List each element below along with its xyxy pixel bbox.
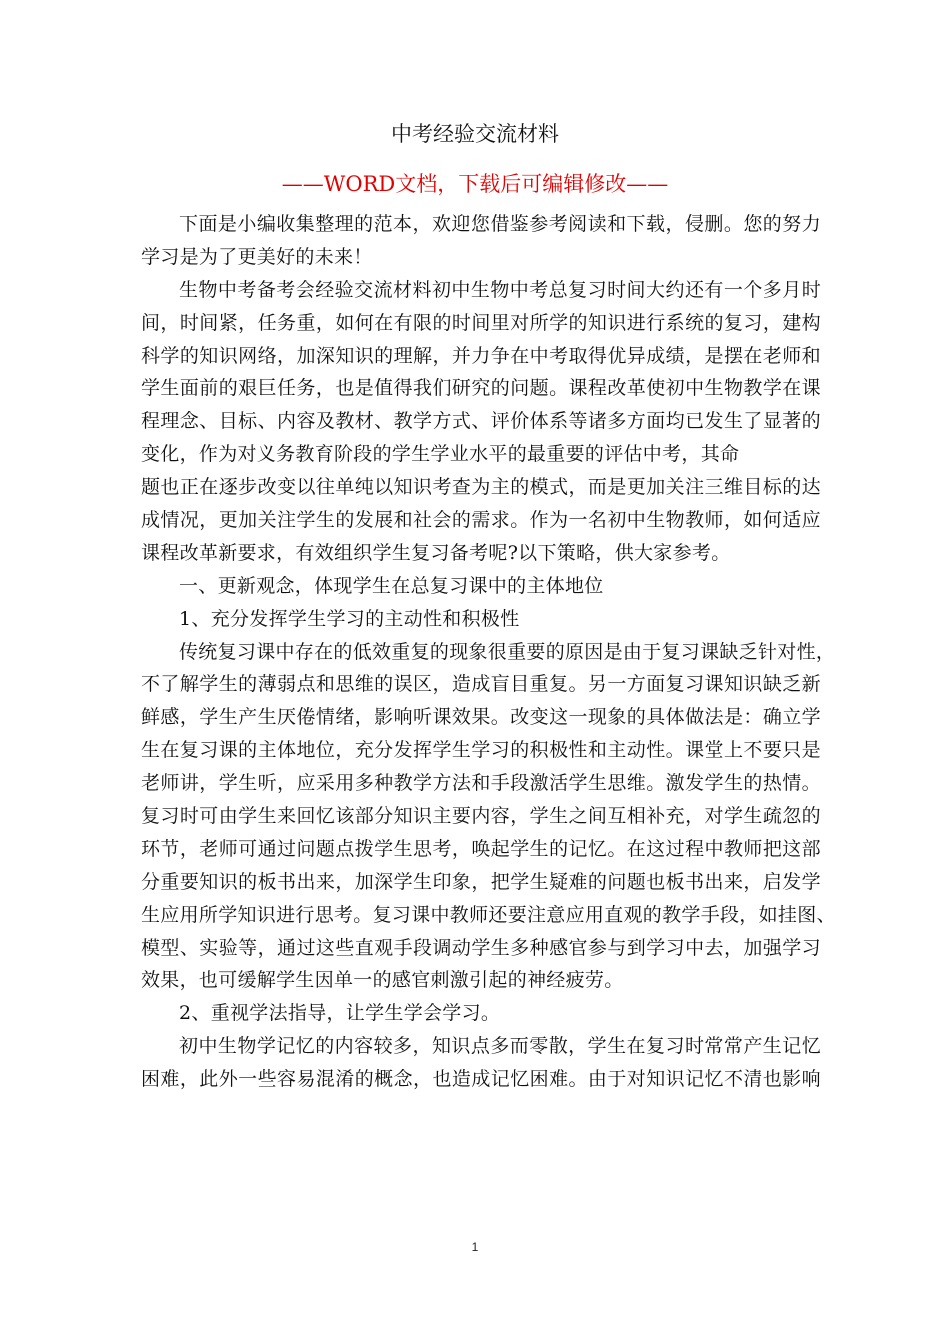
body-line: 分重要知识的板书出来，加深学生印象，把学生疑难的问题也板书出来，启发学	[141, 870, 821, 893]
body-line: 生物中考备考会经验交流材料初中生物中考总复习时间大约还有一个多月时	[179, 278, 821, 301]
body-line: 老师讲，学生听，应采用多种教学方法和手段激活学生思维。激发学生的热情。	[141, 772, 821, 795]
body-line: 成情况，更加关注学生的发展和社会的需求。作为一名初中生物教师，如何适应	[141, 509, 821, 532]
document-title: 中考经验交流材料	[391, 122, 559, 146]
body-line: 题也正在逐步改变以往单纯以知识考查为主的模式，而是更加关注三维目标的达	[141, 476, 821, 499]
body-line: 程理念、目标、内容及教材、教学方式、评价体系等诸多方面均已发生了显著的	[141, 410, 821, 433]
body-line: 困难，此外一些容易混淆的概念，也造成记忆困难。由于对知识记忆不清也影响	[141, 1068, 821, 1091]
body-line: 效果，也可缓解学生因单一的感官刺激引起的神经疲劳。	[141, 969, 624, 992]
body-line: 1、充分发挥学生学习的主动性和积极性	[179, 607, 520, 630]
body-line: 生在复习课的主体地位，充分发挥学生学习的积极性和主动性。课堂上不要只是	[141, 739, 821, 762]
body-line: 学习是为了更美好的未来！	[141, 245, 373, 268]
body-line: 传统复习课中存在的低效重复的现象很重要的原因是由于复习课缺乏针对性，	[179, 640, 836, 663]
document-body	[141, 208, 836, 1096]
page-number: 1	[471, 1240, 479, 1254]
body-line: 变化，作为对义务教育阶段的学生学业水平的最重要的评估中考，其命	[141, 443, 740, 466]
body-line: 环节，老师可通过问题点拨学生思考，唤起学生的记忆。在这过程中教师把这部	[141, 837, 821, 860]
body-line: 间，时间紧，任务重，如何在有限的时间里对所学的知识进行系统的复习，建构	[141, 311, 821, 334]
body-line: 鲜感，学生产生厌倦情绪，影响听课效果。改变这一现象的具体做法是：确立学	[141, 706, 821, 729]
body-line: 科学的知识网络，加深知识的理解，并力争在中考取得优异成绩，是摆在老师和	[141, 344, 821, 367]
body-line: 课程改革新要求，有效组织学生复习备考呢?以下策略，供大家参考。	[141, 541, 731, 564]
document-subtitle: ——WORD文档，下载后可编辑修改——	[281, 172, 669, 196]
body-line: 初中生物学记忆的内容较多，知识点多而零散，学生在复习时常常产生记忆	[179, 1035, 821, 1058]
body-line: 一、更新观念，体现学生在总复习课中的主体地位	[179, 574, 604, 597]
body-line: 复习时可由学生来回忆该部分知识主要内容，学生之间互相补充，对学生疏忽的	[141, 805, 821, 828]
body-line: 2、重视学法指导，让学生学会学习。	[179, 1002, 501, 1025]
body-line: 学生面前的艰巨任务，也是值得我们研究的问题。课程改革使初中生物教学在课	[141, 377, 821, 400]
body-line: 生应用所学知识进行思考。复习课中教师还要注意应用直观的教学手段，如挂图、	[141, 903, 836, 926]
body-line: 下面是小编收集整理的范本，欢迎您借鉴参考阅读和下载，侵删。您的努力	[179, 213, 821, 235]
body-line: 不了解学生的薄弱点和思维的误区，造成盲目重复。另一方面复习课知识缺乏新	[141, 673, 821, 696]
body-line: 模型、实验等，通过这些直观手段调动学生多种感官参与到学习中去，加强学习	[141, 936, 821, 959]
